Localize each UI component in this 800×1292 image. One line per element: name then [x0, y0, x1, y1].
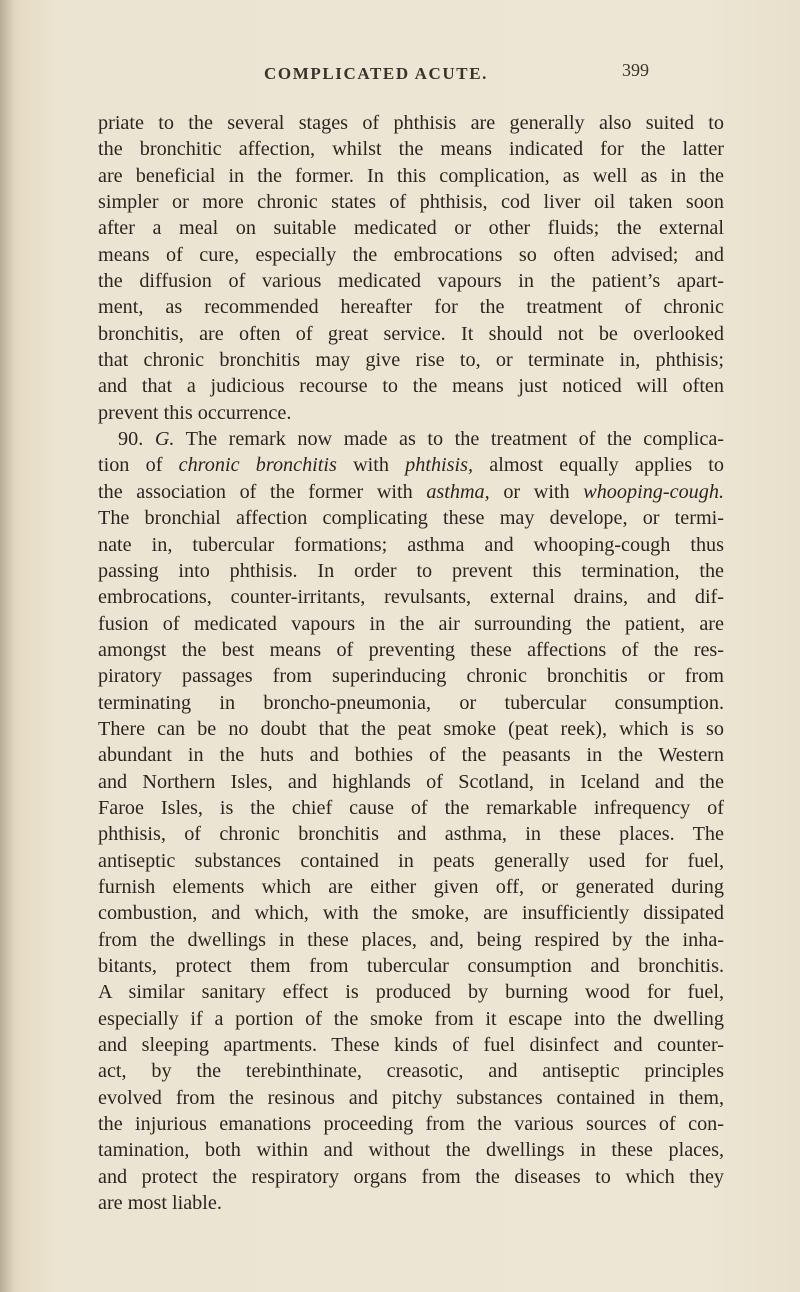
- italic-term: whooping-cough.: [583, 480, 724, 503]
- text-line: the bronchitic affection, whilst the means indicated for the latter: [98, 138, 724, 161]
- italic-term: chronic bronchitis: [178, 454, 337, 477]
- text-line: the diffusion of various medicated vapours in the patient’s apart-: [98, 270, 724, 293]
- body-text: [98, 110, 724, 1216]
- text-line: combustion, and which, with the smoke, are insufficiently dissipated: [98, 902, 724, 925]
- text-span: or with: [489, 480, 584, 503]
- text-line: passing into phthisis. In order to prevent this termination, the: [98, 559, 724, 582]
- text-line: nate in, tubercular formations; asthma and whooping-cough thus: [98, 533, 724, 556]
- text-line: The bronchial affection complicating these may develope, or termi-: [98, 507, 724, 530]
- text-line: simpler or more chronic states of phthisis, cod liver oil taken soon: [98, 191, 724, 214]
- text-line: amongst the best means of preventing these affections of the res-: [98, 638, 724, 661]
- text-line: abundant in the huts and bothies of the peasants in the Western: [98, 744, 724, 767]
- text-line: act, by the terebinthinate, creasotic, and antiseptic principles: [98, 1060, 724, 1083]
- text-line: from the dwellings in these places, and, being respired by the inha-: [98, 928, 724, 951]
- text-line: furnish elements which are either given off, or generated during: [98, 875, 724, 898]
- text-line: bronchitis, are often of great service. It should not be overlooked: [98, 322, 724, 345]
- text-span: tion of: [98, 454, 179, 477]
- text-line: phthisis, of chronic bronchitis and asthma, in these places. The: [98, 823, 724, 846]
- text-line: and protect the respiratory organs from the diseases to which they: [98, 1165, 724, 1188]
- text-line: the injurious emanations proceeding from the various sources of con-: [98, 1113, 724, 1136]
- text-line: after a meal on suitable medicated or other fluids; the external: [98, 217, 724, 240]
- spine-shadow: [0, 0, 14, 1292]
- text-line: means of cure, especially the embrocations so often advised; and: [98, 243, 724, 266]
- italic-term: asthma,: [426, 480, 490, 503]
- text-line: fusion of medicated vapours in the air surrounding the patient, are: [98, 612, 724, 635]
- text-line: are most liable.: [98, 1192, 222, 1215]
- text-line: terminating in broncho-pneumonia, or tubercular consumption.: [98, 691, 724, 714]
- text-line: and that a judicious recourse to the means just noticed will often: [98, 375, 724, 398]
- text-line: piratory passages from superinducing chronic bronchitis or from: [98, 665, 724, 688]
- text-line: [98, 479, 724, 505]
- text-line: prevent this occurrence.: [98, 401, 292, 424]
- text-span: with: [336, 454, 406, 477]
- text-line: tamination, both within and without the dwellings in these places,: [98, 1139, 724, 1162]
- text-line: antiseptic substances contained in peats generally used for fuel,: [98, 849, 724, 872]
- page-number: 399: [622, 60, 649, 80]
- italic-term: phthisis,: [405, 454, 474, 477]
- text-line: There can be no doubt that the peat smoke (peat reek), which is so: [98, 717, 724, 740]
- text-span: The remark now made as to the treatment of the complica-: [185, 428, 725, 451]
- text-span: almost equally applies to: [473, 454, 724, 477]
- section-letter: G.: [154, 428, 175, 451]
- text-line: are beneficial in the former. In this complication, as well as in the: [98, 164, 724, 187]
- text-line: that chronic bronchitis may give rise to, or terminate in, phthisis;: [98, 349, 724, 372]
- text-line: A similar sanitary effect is produced by burning wood for fuel,: [98, 981, 724, 1004]
- text-line: bitants, protect them from tubercular consumption and bronchitis.: [98, 955, 724, 977]
- text-line: [98, 452, 724, 478]
- section-number: 90.: [118, 428, 144, 451]
- text-line: and Northern Isles, and highlands of Scotland, in Iceland and the: [98, 770, 724, 793]
- text-line: priate to the several stages of phthisis are generally also suited to: [98, 112, 724, 134]
- text-span: the association of the former with: [98, 480, 427, 503]
- text-line: [98, 426, 724, 452]
- text-line: and sleeping apartments. These kinds of fuel disinfect and counter-: [98, 1034, 724, 1057]
- text-line: ment, as recommended hereafter for the treatment of chronic: [98, 296, 724, 319]
- paragraph-2: [98, 426, 724, 1216]
- running-head: [0, 60, 800, 88]
- text-line: especially if a portion of the smoke from it escape into the dwelling: [98, 1007, 724, 1030]
- text-line: embrocations, counter-irritants, revulsants, external drains, and dif-: [98, 586, 724, 609]
- paragraph-1: [98, 110, 724, 426]
- text-line: evolved from the resinous and pitchy substances contained in them,: [98, 1086, 724, 1109]
- running-title: COMPLICATED ACUTE.: [264, 64, 489, 83]
- text-line: Faroe Isles, is the chief cause of the remarkable infrequency of: [98, 796, 724, 819]
